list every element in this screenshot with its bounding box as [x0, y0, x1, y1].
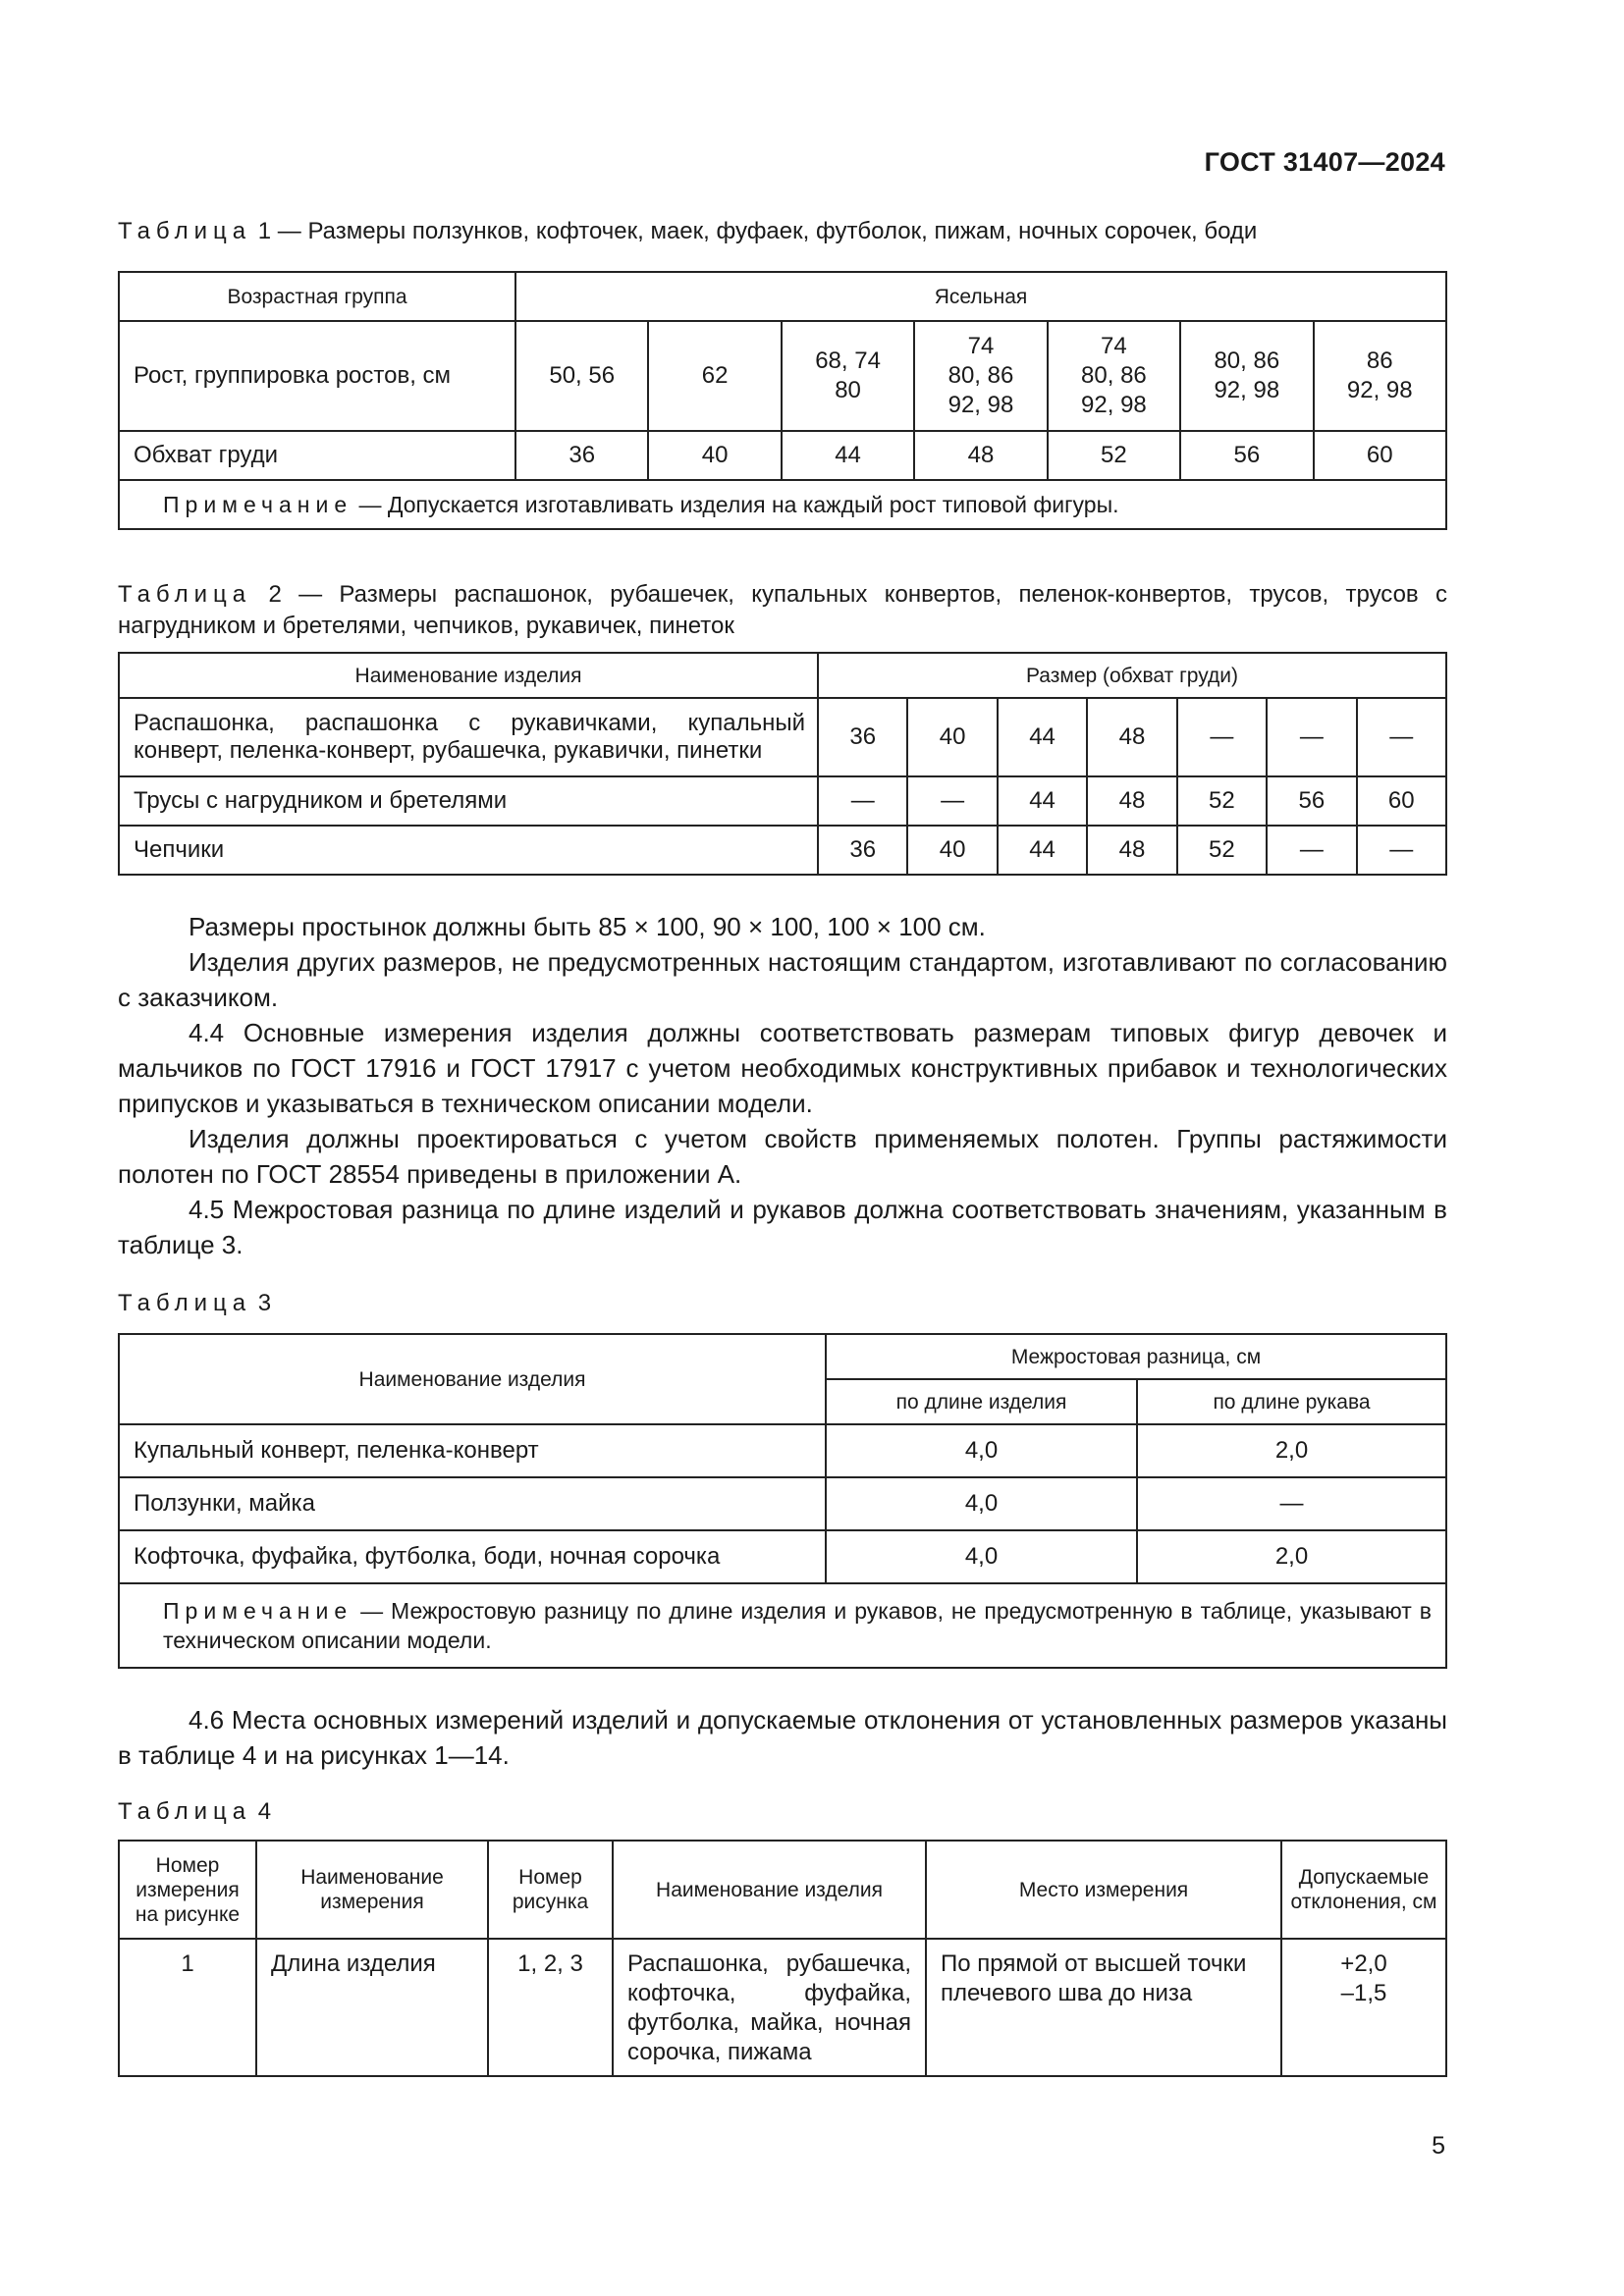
body-text-block-1	[118, 909, 1447, 1262]
table2-size-cell: —	[907, 776, 997, 826]
table2-size-cell: 36	[818, 826, 907, 875]
table1-height-cell: 50, 56	[515, 321, 648, 431]
table1-note-text: — Допускается изготавливать изделия на каждый рост типовой фигуры.	[352, 492, 1119, 517]
table3-caption-text: 3	[257, 1290, 272, 1316]
table3-sleeve-cell: —	[1137, 1477, 1446, 1530]
table1-height-label: Рост, группировка ростов, см	[119, 321, 515, 431]
table3-head-sleeve: по длине рукава	[1137, 1379, 1446, 1424]
table2-caption	[118, 579, 1447, 642]
table3-note-label: Примечание	[163, 1598, 353, 1624]
page-number: 5	[1432, 2132, 1445, 2160]
table-row	[119, 1530, 1446, 1583]
table1-chest-cell: 44	[782, 431, 914, 480]
table1-caption-text: 1 — Размеры ползунков, кофточек, маек, фуфаек, футболок, пижам, ночных сорочек, боди	[257, 218, 1258, 244]
table4-place-cell: По прямой от высшей точки плечевого шва до низа	[926, 1939, 1281, 2076]
table2-size-cell: —	[1267, 826, 1356, 875]
table-row	[119, 1477, 1446, 1530]
table3	[118, 1333, 1447, 1669]
table4-head-num: Номер измерения на рисунке	[119, 1841, 256, 1939]
table-row	[119, 1424, 1446, 1477]
table2-size-cell: —	[1177, 698, 1267, 776]
table1-chest-cell: 40	[648, 431, 781, 480]
paragraph: 4.6 Места основных измерений изделий и допускаемые отклонения от установленных размеров указаны в таблице 4 и на рисунках 1—14.	[118, 1705, 1447, 1770]
table1-height-cell: 80, 86 92, 98	[1180, 321, 1313, 431]
table-row	[119, 776, 1446, 826]
table3-note-text: — Межростовую разницу по длине изделия и рукавов, не предусмотренную в таблице, указывают в техническом описании модели.	[163, 1598, 1432, 1653]
table2-size-cell: 52	[1177, 776, 1267, 826]
table2-head-name: Наименование изделия	[119, 653, 818, 698]
table3-note-row	[119, 1583, 1446, 1668]
table2-size-cell: 52	[1177, 826, 1267, 875]
table4-head-row	[119, 1841, 1446, 1939]
table3-item-name: Кофточка, фуфайка, футболка, боди, ночная сорочка	[119, 1530, 826, 1583]
table3-head-name: Наименование изделия	[119, 1334, 826, 1424]
table1-height-cell: 86 92, 98	[1314, 321, 1446, 431]
table3-head-row	[119, 1334, 1446, 1379]
table3-head-length: по длине изделия	[826, 1379, 1137, 1424]
table3-caption	[118, 1288, 271, 1319]
table3-length-cell: 4,0	[826, 1424, 1137, 1477]
table4-tolerance-cell	[1281, 1939, 1446, 2076]
table3-item-name: Купальный конверт, пеленка-конверт	[119, 1424, 826, 1477]
table3-sleeve-cell: 2,0	[1137, 1530, 1446, 1583]
table2-size-cell: —	[1267, 698, 1356, 776]
table2-head-row	[119, 653, 1446, 698]
table-row	[119, 1939, 1446, 2076]
table1-height-cell: 74 80, 86 92, 98	[1048, 321, 1180, 431]
table3-note	[119, 1583, 1446, 1668]
paragraph: Размеры простынок должны быть 85 × 100, 90 × 100, 100 × 100 см.	[189, 912, 986, 941]
table2-caption-label: Таблица	[118, 581, 252, 608]
table4-caption	[118, 1796, 271, 1828]
table1-note-label: Примечание	[163, 492, 353, 517]
table1-chest-row	[119, 431, 1446, 480]
table1-chest-cell: 48	[914, 431, 1047, 480]
table2-head-size: Размер (обхват груди)	[818, 653, 1446, 698]
table-row	[119, 826, 1446, 875]
table3-length-cell: 4,0	[826, 1530, 1137, 1583]
table2-item-name: Трусы с нагрудником и бретелями	[119, 776, 818, 826]
table4-tolerance-plus: +2,0	[1340, 1950, 1387, 1977]
table3-length-cell: 4,0	[826, 1477, 1137, 1530]
table1-height-cell: 62	[648, 321, 781, 431]
table1-height-cell: 74 80, 86 92, 98	[914, 321, 1047, 431]
table4-caption-text: 4	[257, 1798, 272, 1825]
table2-size-cell: 48	[1087, 776, 1176, 826]
table3-head-diff: Межростовая разница, см	[826, 1334, 1446, 1379]
table4-head-place: Место измерения	[926, 1841, 1281, 1939]
table1-height-cell: 68, 74 80	[782, 321, 914, 431]
table2-size-cell: —	[818, 776, 907, 826]
table2-size-cell: 48	[1087, 698, 1176, 776]
table4-num-cell: 1	[119, 1939, 256, 2076]
table1-caption-label: Таблица	[118, 218, 252, 244]
table1-chest-cell: 52	[1048, 431, 1180, 480]
table2-caption-text: 2 — Размеры распашонок, рубашечек, купальных конвертов, пеленок-конвертов, трусов, трусов с нагрудником и бретелями, чепчиков, рукавичек, пинеток	[118, 581, 1447, 639]
table4-head-measure: Наименование измерения	[256, 1841, 488, 1939]
table1-note-row	[119, 480, 1446, 529]
document-code: ГОСТ 31407—2024	[1204, 147, 1445, 177]
paragraph: 4.4 Основные измерения изделия должны соответствовать размерам типовых фигур девочек и мальчиков по ГОСТ 17916 и ГОСТ 17917 с учетом необходимых конструктивных прибавок и технологических припусков и указываться в техническом описании модели.	[118, 1018, 1447, 1118]
table4	[118, 1840, 1447, 2077]
table1-head-age-value: Ясельная	[515, 272, 1446, 321]
table1-chest-cell: 56	[1180, 431, 1313, 480]
table4-head-tolerance: Допускаемые отклонения, см	[1281, 1841, 1446, 1939]
table2-size-cell: —	[1357, 698, 1446, 776]
body-text-block-2	[118, 1702, 1447, 1773]
table2-size-cell: 40	[907, 826, 997, 875]
table1-chest-cell: 36	[515, 431, 648, 480]
paragraph: 4.5 Межростовая разница по длине изделий и рукавов должна соответствовать значениям, указанным в таблице 3.	[118, 1195, 1447, 1259]
table1-height-row	[119, 321, 1446, 431]
table3-caption-label: Таблица	[118, 1290, 252, 1316]
table2-size-cell: 48	[1087, 826, 1176, 875]
table1	[118, 271, 1447, 530]
table2-size-cell: 44	[998, 776, 1087, 826]
table2	[118, 652, 1447, 876]
paragraph: Изделия должны проектироваться с учетом свойств применяемых полотен. Группы растяжимости полотен по ГОСТ 28554 приведены в приложении А.	[118, 1124, 1447, 1189]
table4-head-item: Наименование изделия	[613, 1841, 926, 1939]
table2-size-cell: 56	[1267, 776, 1356, 826]
table2-size-cell: 40	[907, 698, 997, 776]
table2-item-name: Чепчики	[119, 826, 818, 875]
table2-size-cell: 60	[1357, 776, 1446, 826]
table1-chest-cell: 60	[1314, 431, 1446, 480]
table4-head-figure: Номер рисунка	[488, 1841, 613, 1939]
table2-size-cell: 36	[818, 698, 907, 776]
table1-note	[119, 480, 1446, 529]
table1-chest-label: Обхват груди	[119, 431, 515, 480]
table2-item-name: Распашонка, распашонка с рукавичками, купальный конверт, пеленка-конверт, рубашечка, рукавички, пинетки	[119, 698, 818, 776]
paragraph: Изделия других размеров, не предусмотренных настоящим стандартом, изготавливают по согласованию с заказчиком.	[118, 947, 1447, 1012]
table1-caption	[118, 216, 1257, 247]
table3-item-name: Ползунки, майка	[119, 1477, 826, 1530]
table3-sleeve-cell: 2,0	[1137, 1424, 1446, 1477]
table4-item-cell: Распашонка, рубашечка, кофточка, фуфайка, футболка, майка, ночная сорочка, пижама	[613, 1939, 926, 2076]
table1-head-age-label: Возрастная группа	[119, 272, 515, 321]
table4-measure-cell: Длина изделия	[256, 1939, 488, 2076]
table2-size-cell: —	[1357, 826, 1446, 875]
table4-figure-cell: 1, 2, 3	[488, 1939, 613, 2076]
table-row	[119, 698, 1446, 776]
table4-caption-label: Таблица	[118, 1798, 252, 1825]
table2-size-cell: 44	[998, 826, 1087, 875]
table4-tolerance-minus: –1,5	[1340, 1980, 1387, 2006]
table2-size-cell: 44	[998, 698, 1087, 776]
table1-head-row	[119, 272, 1446, 321]
